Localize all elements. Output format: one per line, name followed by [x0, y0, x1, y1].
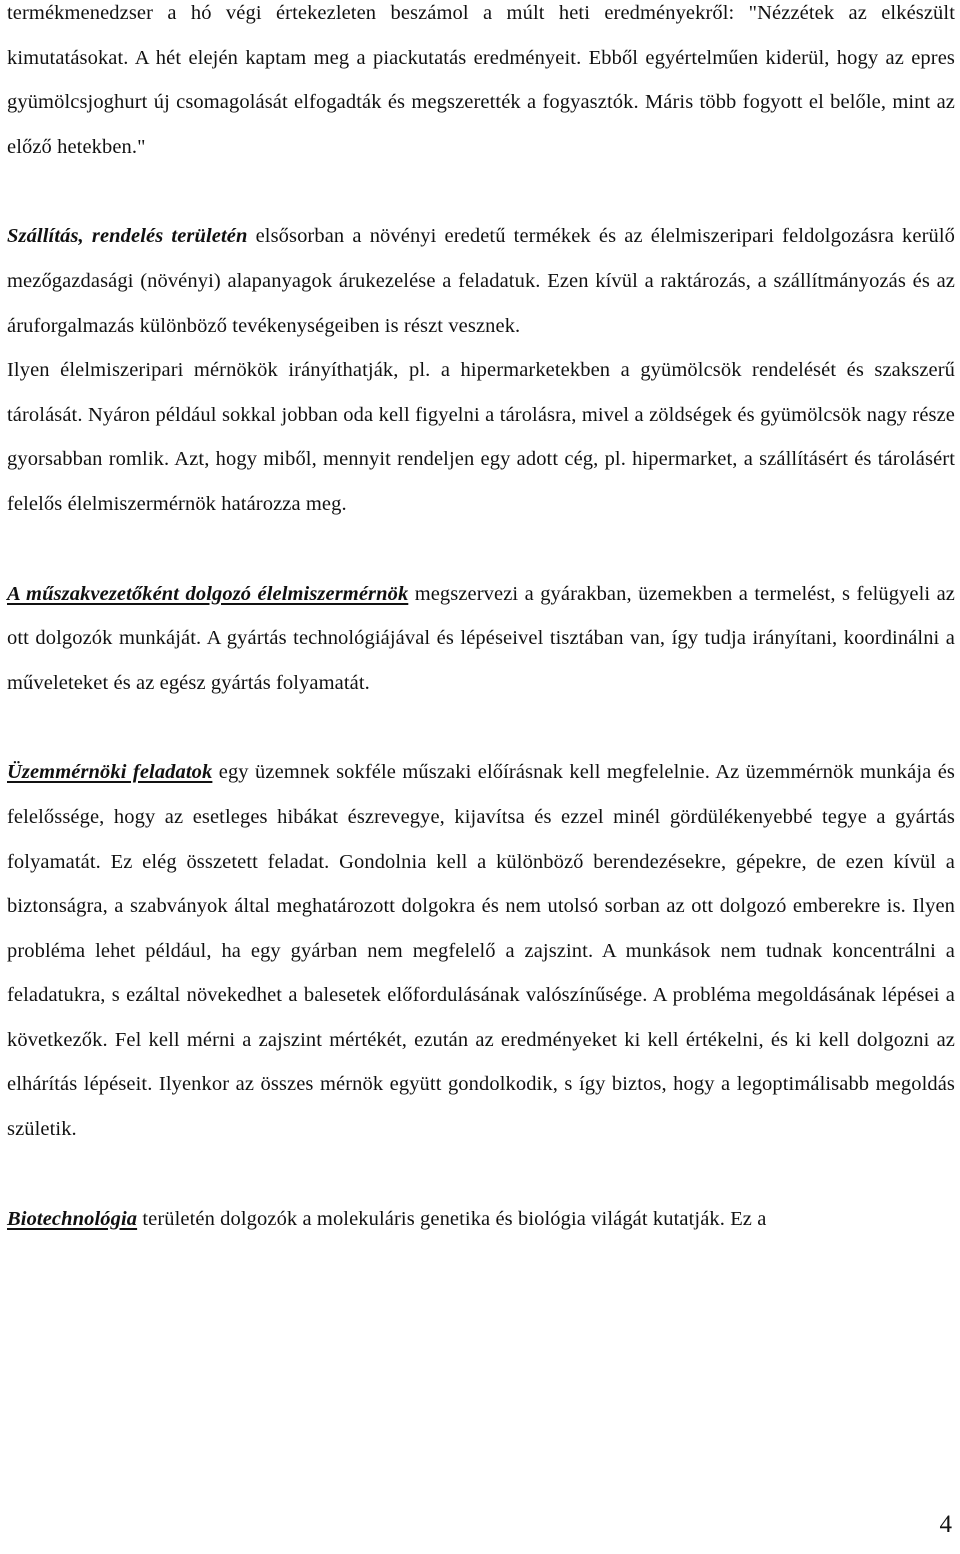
paragraph-lead: A műszakvezetőként dolgozó élelmiszermérnök [7, 582, 409, 605]
paragraph-text: elsősorban a növényi eredetű termékek és az élelmiszeripari feldolgozásra kerülő mezőgazdasági (növényi) alapanyagok árukezelése a feladatuk. Ezen kívül a raktározás, a szállítmányozás és az áruforgalmazás különböző tevékenységeiben is részt vesznek. [7, 225, 955, 337]
paragraph-gap [7, 705, 955, 750]
paragraph-shipping-ordering [7, 214, 955, 348]
paragraph-lead: Szállítás, rendelés területén [7, 225, 248, 248]
document-page [7, 0, 955, 1241]
paragraph-gap [7, 169, 955, 214]
paragraph-plant-engineer [7, 750, 955, 1151]
page-number: 4 [939, 1511, 952, 1538]
paragraph-hypermarket [7, 348, 955, 526]
paragraph-text: területén dolgozók a molekuláris genetika és biológia világát kutatják. Ez a [137, 1207, 767, 1230]
paragraph-gap [7, 527, 955, 572]
paragraph-text: egy üzemnek sokféle műszaki előírásnak kell megfelelnie. Az üzemmérnök munkája és felelőssége, hogy az esetleges hibákat észrevegye, kijavítsa és ezzel minél gördülékenyebbé tegye a gyártás folyamatát. Ez elég összetett feladat. Gondolnia kell a különböző berendezésekre, gépekre, de ezen kívül a biztonságra, a szabványok által meghatározott dolgokra és nem utolsó sorban az ott dolgozó emberekre is. Ilyen probléma lehet például, ha egy gyárban nem megfelelő a zajszint. A munkások nem tudnak koncentrálni a feladatukra, s ezáltal növekedhet a balesetek előfordulásának valószínűsége. A probléma megoldásának lépései a következők. Fel kell mérni a zajszint mértékét, ezután az eredményeket ki kell értékelni, és ki kell dolgozni az elhárítás lépéseit. Ilyenkor az összes mérnök együtt gondolkodik, s így biztos, hogy a legoptimálisabb megoldás születik. [7, 761, 955, 1141]
paragraph-product-manager [7, 0, 955, 169]
paragraph-text: megszervezi a gyárakban, üzemekben a termelést, s felügyeli az ott dolgozók munkáját. A gyártás technológiájával és lépéseivel tisztában van, így tudja irányítani, koordinálni a műveleteket és az egész gyártás folyamatát. [7, 582, 955, 694]
paragraph-biotechnology [7, 1197, 955, 1242]
paragraph-shift-manager [7, 572, 955, 706]
paragraph-lead: Üzemmérnöki feladatok [7, 761, 213, 784]
paragraph-lead: Biotechnológia [7, 1207, 138, 1230]
paragraph-text: termékmenedzser a hó végi értekezleten beszámol a múlt heti eredményekről: "Nézzétek az elkészült kimutatásokat. A hét elején kaptam meg a piackutatás eredményeit. Ebből egyértelműen kiderül, hogy az epres gyümölcsjoghurt új csomagolását elfogadták és megszerették a fogyasztók. Máris több fogyott el belőle, mint az előző hetekben." [7, 2, 955, 158]
paragraph-gap [7, 1152, 955, 1197]
paragraph-text: Ilyen élelmiszeripari mérnökök irányíthatják, pl. a hipermarketekben a gyümölcsök rendelését és szakszerű tárolását. Nyáron például sokkal jobban oda kell figyelni a tárolásra, mivel a zöldségek és gyümölcsök nagy része gyorsabban romlik. Azt, hogy miből, mennyit rendeljen egy adott cég, pl. hipermarket, a szállításért és tárolásért felelős élelmiszermérnök határozza meg. [7, 359, 955, 515]
